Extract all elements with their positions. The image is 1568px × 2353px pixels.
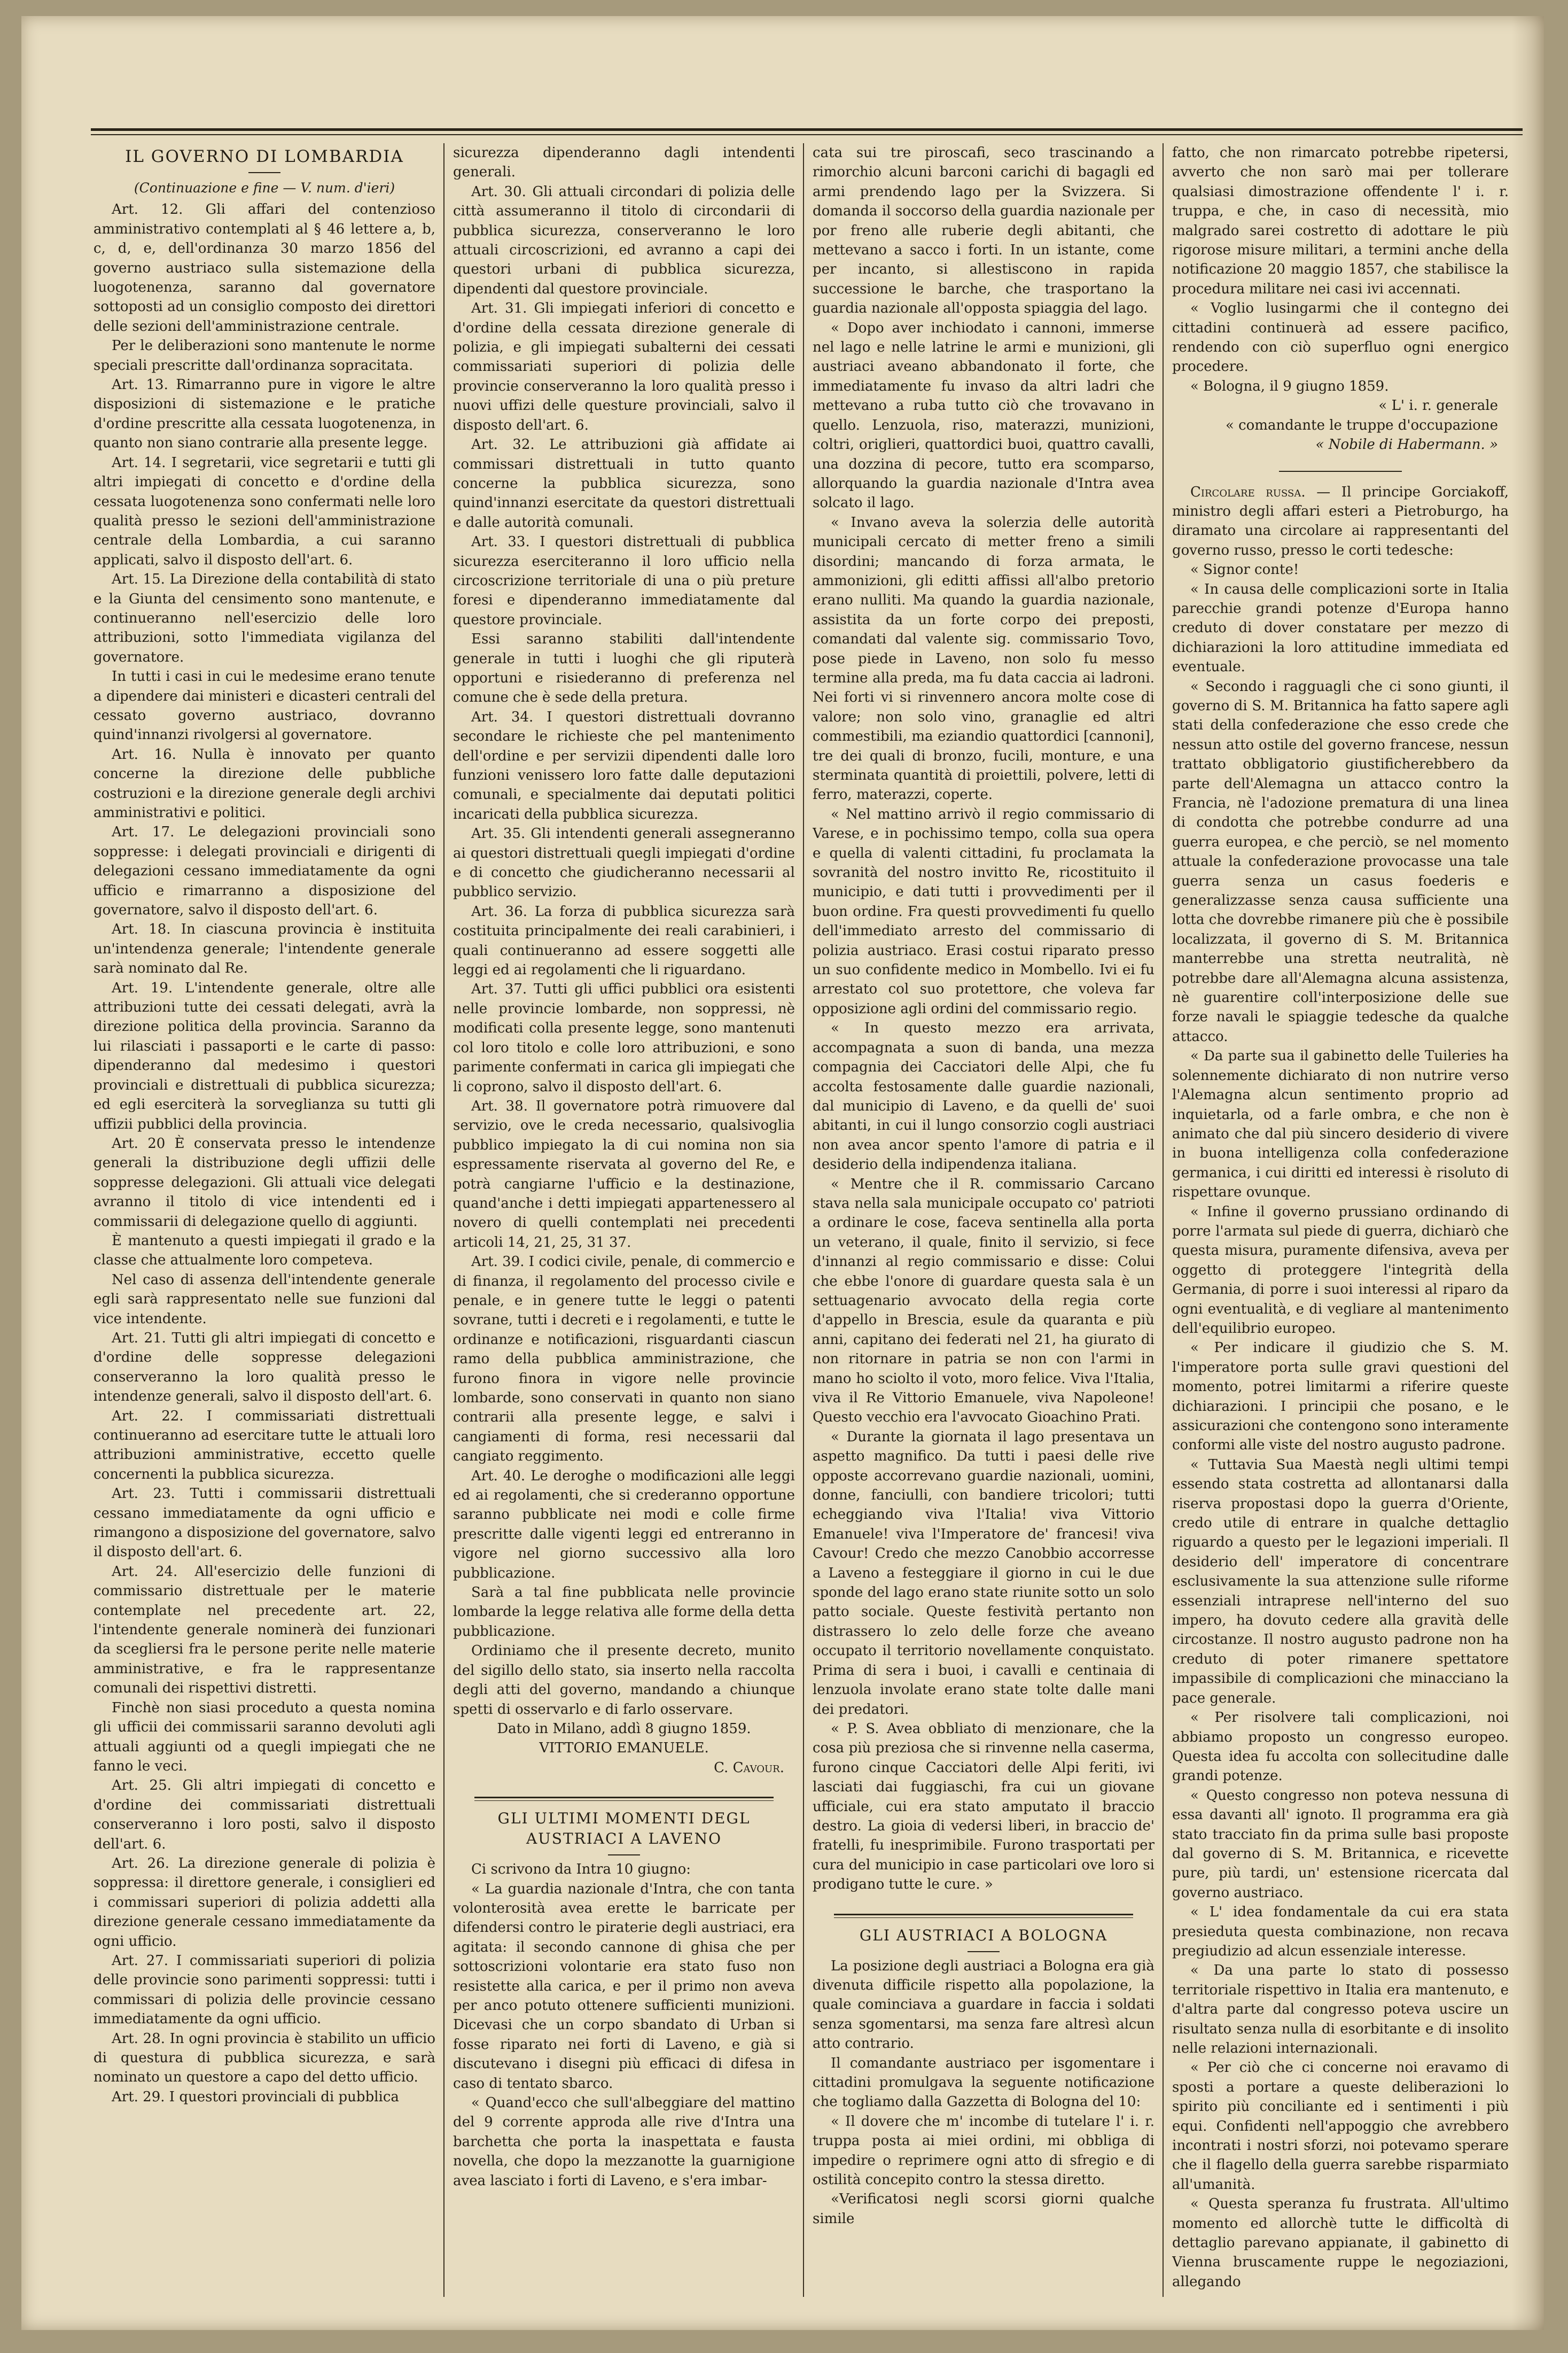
paragraph: « Questo congresso non poteva nessuna di essa davanti all' ignoto. Il programma era già stato tracciato fin da prima sulle basi proposte dal governo di S. M. Britannica, e ricevette pure, più tardi, un' estensione ricercata dal governo austriaco. — [1172, 1787, 1509, 1901]
paragraph: Art. 16. Nulla è innovato per quanto concerne la direzione delle pubbliche costruzioni e la direzione generale degli archivi amministrativi e politici. — [93, 746, 435, 821]
article-heading-austriaci-laveno: GLI ULTIMI MOMENTI DEGL AUSTRIACI A LAVENO — [497, 1810, 751, 1848]
paragraph: « Da parte sua il gabinetto delle Tuileries ha solennemente dichiarato di non nutrire verso l'Alemagna alcun sentimento proprio ad inquietarla, od a farle ombra, e che non è animato che dal più sincero desiderio di vivere in buona intelligenza colla confederazione germanica, i cui diritti ed interessi è risoluto di rispettare ovunque. — [1172, 1048, 1509, 1201]
paragraph: Art. 36. La forza di pubblica sicurezza sarà costituita principalmente dei reali carabinieri, i quali continueranno ad essere soggetti alle leggi ed ai regolamenti che li riguardano. — [453, 903, 795, 979]
header-rule — [91, 128, 1523, 135]
heading-rule — [968, 1951, 1000, 1952]
paragraph: « Nel mattino arrivò il regio commissario di Varese, e in pochissimo tempo, colla sua opera e quella di valenti cittadini, fu proclamata la sovranità del nostro invitto Re, ricostituito il municipio, e dati tutti i provvedimenti per il buon ordine. Fra questi provvedimenti fu quello dell'immediato arresto del commissario di polizia austriaco. Erasi costui riparato presso un suo confidente medico in Mombello. Ivi ei fu arrestato col suo protettore, che voleva far opposizione agli ordini del commissario regio. — [813, 806, 1154, 1017]
paragraph: Art. 28. In ogni provincia è stabilito un ufficio di questura di pubblica sicurezza, e sarà nominato un questore a capo del detto ufficio. — [93, 2030, 435, 2086]
article-heading-governo-lombardia: IL GOVERNO DI LOMBARDIA — [125, 147, 404, 166]
paragraph — [1172, 483, 1509, 561]
paragraph: «Verificatosi negli scorsi giorni qualche simile — [813, 2191, 1154, 2227]
paragraph: « Tuttavia Sua Maestà negli ultimi tempi essendo stata costretta ad allontanarsi dalla riserva propostasi dopo la guerra d'Oriente, credo utile di entrare in qualche dettaglio riguardo a questo per le legazioni imperiali. Il desiderio dell' imperatore di concentrare esclusivamente la sua attenzione sulle riforme essenziali intraprese nell'interno del suo impero, ha dovuto cedere alla gravità delle circostanze. Il nostro augusto padrone non ha creduto di poter rimanere spettatore impassibile di complicazioni che minacciano la pace generale. — [1172, 1456, 1509, 1706]
paragraph: Art. 24. All'esercizio delle funzioni di commissario distrettuale per le materie contemplate nel precedente art. 22, l'intendente generale nominerà dei funzionari da scegliersi fra le persone perite nelle materie amministrative, e fra le rappresentanze comunali dei rispettivi distretti. — [93, 1563, 435, 1697]
paragraph: Art. 19. L'intendente generale, oltre alle attribuzioni tutte dei cessati delegati, avrà la direzione politica della provincia. Saranno da lui rilasciati i passaporti e le carte di passo: dipenderanno dal medesimo i questori provinciali e distrettuali di pubblica sicurezza; ed egli eserciterà la sorveglianza su tutti gli uffizii pubblici della provincia. — [93, 980, 435, 1132]
paragraph: Nel caso di assenza dell'intendente generale egli sarà rappresentato nelle sue funzioni dal vice intendente. — [93, 1271, 435, 1327]
heading-rule — [608, 1854, 640, 1855]
paragraph: Il comandante austriaco per isgomentare i cittadini promulgava la seguente notificazione che togliamo dalla Gazzetta di Bologna del 10: — [813, 2055, 1154, 2110]
paragraph: « In questo mezzo era arrivata, accompagnata a suon di banda, una mezza compagnia dei Cacciatori delle Alpi, che fu accolta festosamente dalle guardie nazionali, dal municipio di Laveno, e da quelli de' suoi abitanti, in cui il lungo consorzio cogli austriaci non avea ancor spento l'amore di patria e il desiderio della indipendenza italiana. — [813, 1020, 1154, 1173]
paragraph: Art. 32. Le attribuzioni già affidate ai commissari distrettuali in tutto quanto concerne la pubblica sicurezza, sono quind'innanzi esercitate da questori distrettuali e dalle autorità comunali. — [453, 437, 795, 531]
paragraph: « Per risolvere tali complicazioni, noi abbiamo proposto un congresso europeo. Questa idea fu accolta con sollecitudine dalle grandi potenze. — [1172, 1710, 1509, 1784]
column-1 — [93, 143, 435, 2297]
paragraph: « Voglio lusingarmi che il contegno dei cittadini continuerà ad essere pacifico, rendendo con ciò superfluo ogni energico procedere. — [1172, 300, 1509, 375]
signature-line: « comandante le truppe d'occupazione — [1225, 417, 1498, 433]
article-heading-austriaci-bologna: GLI AUSTRIACI A BOLOGNA — [859, 1926, 1108, 1944]
paragraph: « Invano aveva la solerzia delle autorità municipali cercato di metter freno a simili disordini; mancando di forza armata, le ammonizioni, gli editti affissi all'albo pretorio erano nulliti. Ma quando la guardia nazionale, assistita da un forte corpo dei preposti, comandati dal valente sig. commissario Tovo, pose piede in Laveno, non solo fu messo termine alla preda, ma fu data caccia ai ladroni. Nei forti vi si rinvennero ancora molte cose di valore; non solo vino, granaglie ed altri commestibili, ma eziandio quattordici [cannoni], tre dei quali di bronzo, fucili, monture, e una sterminata quantità di proiettili, polvere, letti di ferro, materazzi, coperte. — [813, 514, 1154, 803]
column-separator — [803, 143, 804, 2297]
signature-line: « Nobile di Habermann. » — [1315, 437, 1498, 453]
signature-line: « L' i. r. generale — [1378, 398, 1498, 414]
paragraph: « In causa delle complicazioni sorte in Italia parecchie grandi potenze d'Europa hanno creduto di dover constatare per mezzo di dichiarazioni la loro attitudine immediata ed eventuale. — [1172, 581, 1509, 675]
column-separator — [1163, 143, 1164, 2297]
paragraph: Art. 12. Gli affari del contenzioso amministrativo contemplati al § 46 lettere a, b, c, d, e, dell'ordinanza 30 marzo 1856 del governo austriaco sulla sistemazione della luogotenenza, saranno dal governatore sottoposti ad un consiglio composto dei direttori delle sezioni dell'amministrazione centrale. — [93, 201, 435, 335]
lead-word: Circolare russa. — [1190, 484, 1306, 500]
paragraph: Art. 40. Le deroghe o modificazioni alle leggi ed ai regolamenti, che si crederanno opportune saranno pubblicate nei modi e colle firme prescritte dalle vigenti leggi ed entreranno in vigore nel giorno successivo alla loro pubblicazione. — [453, 1467, 795, 1581]
paragraph-text: — Il principe Gorciakoff, ministro degli affari esteri a Pietroburgo, ha diramato una circolare ai rappresentanti del governo russo, presso le corti tedesche: — [1172, 484, 1509, 558]
paragraph: cata sui tre piroscafi, seco trascinando a rimorchio alcuni barconi carichi di bagagli ed armi prendendo lago per la Svizzera. Si domanda il soccorso della guardia nazionale per por freno alle ruberie degli abitanti, che mettevano a sacco i forti. In un istante, come per incanto, si allestiscono in rapida successione le barche, che trasportano la guardia nazionale all'opposta spiaggia del lago. — [813, 145, 1154, 317]
paragraph: Art. 17. Le delegazioni provinciali sono soppresse: i delegati provinciali e dirigenti di delegazioni cessano immediatamente da ogni ufficio e rimarranno a disposizione del governatore, salvo il disposto dell'art. 6. — [93, 824, 435, 919]
paragraph: Per le deliberazioni sono mantenute le norme speciali prescritte dall'ordinanza sopracitata. — [93, 338, 435, 374]
section-rule — [1279, 471, 1402, 472]
heading-rule — [248, 172, 280, 173]
article-subtitle: (Continuazione e fine — V. num. d'ieri) — [134, 180, 395, 196]
paragraph: Art. 26. La direzione generale di polizia è soppressa: il direttore generale, i consiglieri ed i commissari superiori di polizia addetti alla direzione generale cessano immediatamente da ogni ufficio. — [93, 1855, 435, 1950]
section-rule — [834, 1914, 1133, 1918]
paragraph: Art. 27. I commissariati superiori di polizia delle provincie sono parimenti soppressi: tutti i commissari di polizia delle provincie cessano immediatamente da ogni ufficio. — [93, 1952, 435, 2028]
paragraph: « Quand'ecco che sull'albeggiare del mattino del 9 corrente approda alle rive d'Intra una barchetta che porta la inaspettata e fausta novella, che dopo la mezzanotte la guarnigione avea lasciato i forti di Laveno, e s'era imbar- — [453, 2095, 795, 2189]
signature-king: VITTORIO EMANUELE. — [539, 1740, 709, 1757]
paragraph: « Per indicare il giudizio che S. M. l'imperatore porta sulle gravi questioni del momento, potrei limitarmi a riferire queste dichiarazioni. I principii che posano, e le assicurazioni che contengono sono interamente conformi alle viste del nostro augusto padrone. — [1172, 1340, 1509, 1454]
paragraph: « Bologna, il 9 giugno 1859. — [1190, 378, 1389, 394]
column-separator — [443, 143, 444, 2297]
paragraph: Sarà a tal fine pubblicata nelle provincie lombarde la legge relativa alle forme della detta pubblicazione. — [453, 1585, 795, 1640]
paragraph: « Mentre che il R. commissario Carcano stava nella sala municipale occupato co' patrioti a ordinare le cose, faceva sentinella alla porta un veterano, il quale, finito il servizio, si fece d'innanzi al regio commissario e disse: Colui che ebbe l'onore di guardare questa sala è un settuagenario avvocato della regia corte d'appello in Brescia, esule da quaranta e più anni, capitano dei federati nel 21, ha giurato di non ritornare in patria se non con l'armi in mano ho sciolto il voto, moro felice. Viva l'Italia, viva il Re Vittorio Emanuele, viva Napoleone! Questo vecchio era l'avvocato Gioachino Prati. — [813, 1176, 1154, 1426]
paragraph: « Infine il governo prussiano ordinando di porre l'armata sul piede di guerra, dichiarò che questa misura, puramente difensiva, aveva per oggetto di proteggere l'integrità della Germania, di porre i suoi interessi al riparo da ogni eventualità, e di vegliare al mantenimento dell'equilibrio europeo. — [1172, 1203, 1509, 1337]
paragraph: Finchè non siasi proceduto a questa nomina gli ufficii dei commissarii saranno devoluti agli attuali aggiunti od a quegli impiegati che ne fanno le veci. — [93, 1699, 435, 1774]
paragraph: Art. 38. Il governatore potrà rimuovere dal servizio, ove le creda necessario, qualsivoglia pubblico impiegato la di cui nomina non sia espressamente riservata al governo del Re, e potrà cangiarne l'ufficio e la destinazione, quand'anche i detti impiegati appartenessero al novero di quelli contemplati nei precedenti articoli 14, 21, 25, 31 37. — [453, 1098, 795, 1251]
paragraph: Art. 25. Gli altri impiegati di concetto e d'ordine dei commissariati distrettuali conserveranno i loro posti, salvo il disposto dell'art. 6. — [93, 1777, 435, 1852]
paragraph: Art. 15. La Direzione della contabilità di stato e la Giunta del censimento sono mantenute, e continueranno nell'esercizio delle loro attribuzioni, sotto l'immediata vigilanza del governatore. — [93, 571, 435, 665]
paragraph: Art. 21. Tutti gli altri impiegati di concetto e d'ordine delle soppresse delegazioni conserveranno la loro qualità presso le intendenze generali, salvo il disposto dell'art. 6. — [93, 1330, 435, 1405]
paragraph: Art. 34. I questori distrettuali dovranno secondare le richieste che pel mantenimento dell'ordine e per servizii dipendenti dalle loro funzioni venissero loro fatte dalle deputazioni comunali, e specialmente dai deputati politici incaricati della pubblica sicurezza. — [453, 709, 795, 822]
paragraph: In tutti i casi in cui le medesime erano tenute a dipendere dai ministeri e dicasteri centrali del cessato governo austriaco, dovranno quind'innanzi rivolgersi al governatore. — [93, 669, 435, 743]
paragraph: Essi saranno stabiliti dall'intendente generale in tutti i luoghi che gli riputerà opportuni e risiederanno di preferenza nel comune che è sede della pretura. — [453, 631, 795, 706]
paragraph: Art. 14. I segretarii, vice segretarii e tutti gli altri impiegati di concetto e d'ordine della cessata luogotenenza sono confermati nelle loro qualità presso le sezioni dell'amministrazione centrale della Lombardia, a cui saranno applicati, salvo il disposto dell'art. 6. — [93, 454, 435, 568]
paragraph: « Il dovere che m' incombe di tutelare l' i. r. truppa posta ai miei ordini, mi obbliga di impedire o reprimere ogni atto di sfregio e di ostilità concepito contro la stessa diretto. — [813, 2113, 1154, 2188]
newspaper-page — [21, 16, 1544, 2330]
paragraph: sicurezza dipenderanno dagli intendenti generali. — [453, 145, 795, 181]
paragraph: Art. 33. I questori distrettuali di pubblica sicurezza eserciteranno il loro ufficio nella circoscrizione territoriale di una o più preture foresi e dipenderanno immediatamente dal questore provinciale. — [453, 534, 795, 628]
paragraph: Art. 23. Tutti i commissarii distrettuali cessano immediatamente da ogni ufficio e rimangono a disposizione del governatore, salvo il disposto dell'art. 6. — [93, 1486, 435, 1560]
paragraph: « Dopo aver inchiodato i cannoni, immerse nel lago e nelle latrine le armi e munizioni, gli austriaci aveano abbandonato il forte, che immediatamente fu invaso da altri ladri che mettevano a ruba tutto ciò che trovavano in quello. Lenzuola, riso, materazzi, munizioni, coltri, origlieri, quattordici buoi, quattro cavalli, una dozzina di pecore, tutto era scomparso, allorquando la guardia nazionale d'Intra avea solcato il lago. — [813, 320, 1154, 511]
column-2 — [453, 143, 795, 2297]
section-rule — [474, 1797, 774, 1801]
paragraph: Art. 35. Gli intendenti generali assegneranno ai questori distrettuali quegli impiegati d'ordine e di concetto che giudicheranno necessarii al pubblico servizio. — [453, 826, 795, 900]
paragraph: « Secondo i ragguagli che ci sono giunti, il governo di S. M. Britannica ha fatto sapere agli stati della confederazione che esso crede che nessun atto ostile del governo francese, nessun trattato obbligatorio giustificherebbero da parte dell'Alemagna un attacco contro la Francia, nè l'adozione prematura di una linea di condotta che potrebbe condurre ad una guerra europea, e che perciò, se nel momento attuale la confederazione provocasse una tale guerra senza un casus foederis e generalizzasse senza causa sufficiente una lotta che dovrebbe rimanere più che è possibile localizzata, il governo di S. M. Britannica manterrebbe una stretta neutralità, nè potrebbe dare all'Alemagna alcuna assistenza, nè guarentire coll'interposizione delle sue forze navali le spiaggie tedesche da qualche attacco. — [1172, 678, 1509, 1045]
column-4 — [1172, 143, 1509, 2297]
paragraph: Art. 20 È conservata presso le intendenze generali la distribuzione degli uffizii delle soppresse delegazioni. Gli attuali vice delegati avranno il titolo di vice intendenti ed i commissarii di delegazione quello di aggiunti. — [93, 1135, 435, 1230]
paragraph: Ordiniamo che il presente decreto, munito del sigillo dello stato, sia inserto nella raccolta degli atti del governo, mandando a chiunque spetti di osservarlo e di farlo osservare. — [453, 1643, 795, 1718]
paragraph: « Per ciò che ci concerne noi eravamo di sposti a portare a queste deliberazioni lo spirito più conciliante ed i sentimenti i più equi. Confidenti nell'appoggio che avrebbero incontrati i nostri sforzi, noi potevamo sperare che il flagello della guerra sarebbe risparmiato all'umanità. — [1172, 2060, 1509, 2193]
paragraph: La posizione degli austriaci a Bologna era già divenuta difficile rispetto alla popolazione, la quale cominciava a guardare in faccia i soldati senza sgomentarsi, ma senza fare altresì alcun atto contrario. — [813, 1958, 1154, 2052]
paragraph: « Questa speranza fu frustrata. All'ultimo momento ed allorchè tutte le difficoltà di dettaglio parevano appianate, il gabinetto di Vienna bruscamente ruppe le negoziazioni, allegando — [1172, 2196, 1509, 2290]
date-line: Dato in Milano, addì 8 giugno 1859. — [497, 1720, 751, 1737]
paragraph: « Signor conte! — [1190, 562, 1299, 578]
paragraph: Art. 39. I codici civile, penale, di commercio e di finanza, il regolamento del processo civile e penale, e in genere tutte le leggi o patenti sovrane, tutti i decreti e i regolamenti, e tutte le ordinanze e notificazioni, risguardanti ciascun ramo della pubblica amministrazione, che furono finora in vigore nelle provincie lombarde, sono conservati in quanto non siano contrarii alla presente legge, e salvi i cangiamenti di forma, resi necessarii dal cangiato reggimento. — [453, 1254, 795, 1465]
paragraph: « P. S. Avea obbliato di menzionare, che la cosa più preziosa che si rinvenne nella caserma, furono cinque Cacciatori delle Alpi feriti, ivi lasciati dai fuggiaschi, fra cui un giovane ufficiale, cui era stato amputato il braccio destro. La gioia di vedersi liberi, in braccio de' fratelli, fu inesprimibile. Furono trasportati per cura del municipio in case particolari ove loro si prodigano tutte le cure. » — [813, 1720, 1154, 1893]
paragraph: Art. 30. Gli attuali circondari di polizia delle città assumeranno il titolo di circondarii di pubblica sicurezza, conserveranno le loro attuali circoscrizioni, ed avranno a capi dei questori urbani di pubblica sicurezza, dipendenti dal questore provinciale. — [453, 183, 795, 297]
paragraph: Art. 37. Tutti gli uffici pubblici ora esistenti nelle provincie lombarde, non soppressi, nè modificati colla presente legge, sono mantenuti col loro titolo e colle loro attribuzioni, e sono parimente confermati in carica gli impiegati che li coprono, salvo il disposto dell'art. 6. — [453, 981, 795, 1095]
paragraph: Art. 22. I commissariati distrettuali continueranno ad esercitare tutte le attuali loro attribuzioni amministrative, eccetto quelle concernenti la pubblica sicurezza. — [93, 1408, 435, 1482]
paragraph: fatto, che non rimarcato potrebbe ripetersi, avverto che non sarò mai per tollerare qualsiasi dimostrazione offendente l' i. r. truppa, e che, in caso di necessità, mio malgrado sarei costretto di adottare le più rigorose misure militari, a termini anche della notificazione 20 maggio 1857, che stabilisce la procedura militare nei casi ivi accennati. — [1172, 145, 1509, 297]
paragraph: « Da una parte lo stato di possesso territoriale rispettivo in Italia era mantenuto, e d'altra parte dal congresso poteva uscire un risultato senza nulla di esorbitante e di insolito nelle relazioni internazionali. — [1172, 1962, 1509, 2056]
paragraph: Art. 13. Rimarranno pure in vigore le altre disposizioni di sistemazione e le pratiche d'ordine prescritte alla cessata luogotenenza, in quanto non siano contrarie alla presente legge. — [93, 377, 435, 452]
paragraph: Art. 29. I questori provinciali di pubblica — [112, 2088, 399, 2105]
paragraph: « L' idea fondamentale da cui era stata presieduta questa combinazione, non recava pregiudizio ad alcun essenziale interesse. — [1172, 1904, 1509, 1959]
paragraph: Art. 18. In ciascuna provincia è instituita un'intendenza generale; l'intendente generale sarà nominato dal Re. — [93, 921, 435, 977]
paragraph: Ci scrivono da Intra 10 giugno: — [471, 1861, 691, 1878]
page-fold-shadow — [1512, 16, 1544, 2330]
paragraph: « Durante la giornata il lago presentava un aspetto magnifico. Da tutti i paesi delle rive opposte accorrevano guardie nazionali, uomini, donne, fanciulli, con bandiere tricolori; tutti echeggiando viva l'Italia! viva Vittorio Emanuele! viva l'Imperatore de' francesi! viva Cavour! Credo che mezzo Canobbio accorresse a Laveno a festeggiare il giorno in cui le due sponde del lago erano state riunite sotto un solo patto sociale. Queste festività pertanto non distrassero lo zelo delle forze che aveano occupato il territorio novellamente conquistato. Prima di sera i buoi, i cavalli e centinaia di lenzuola involate erano state tolte dalle mani dei predatori. — [813, 1428, 1154, 1718]
column-3 — [813, 143, 1154, 2297]
signature-minister: C. Cavour. — [714, 1759, 784, 1776]
paragraph: Art. 31. Gli impiegati inferiori di concetto e d'ordine della cessata direzione generale di polizia, e gli impiegati subalterni dei cessati commissariati superiori di polizia delle provincie conserveranno la loro qualità presso i nuovi uffizi delle questure provinciali, salvo il disposto dell'art. 6. — [453, 300, 795, 433]
paragraph: È mantenuto a questi impiegati il grado e la classe che attualmente loro competeva. — [93, 1232, 435, 1269]
paragraph: « La guardia nazionale d'Intra, che con tanta volonterosità avea erette le barricate per difendersi contro le piraterie degli austriaci, era agitata: il secondo cannone di ghisa che per sottoscrizioni volontarie era stato fuso non resistette alla carica, e per il primo non aveva per anco potuto ottenere sufficienti munizioni. Dicevasi che un corpo sbandato di Urban si fosse riparato nei forti di Laveno, e già si discutevano i disegni più efficaci di difesa in caso di tentato sbarco. — [453, 1881, 795, 2092]
